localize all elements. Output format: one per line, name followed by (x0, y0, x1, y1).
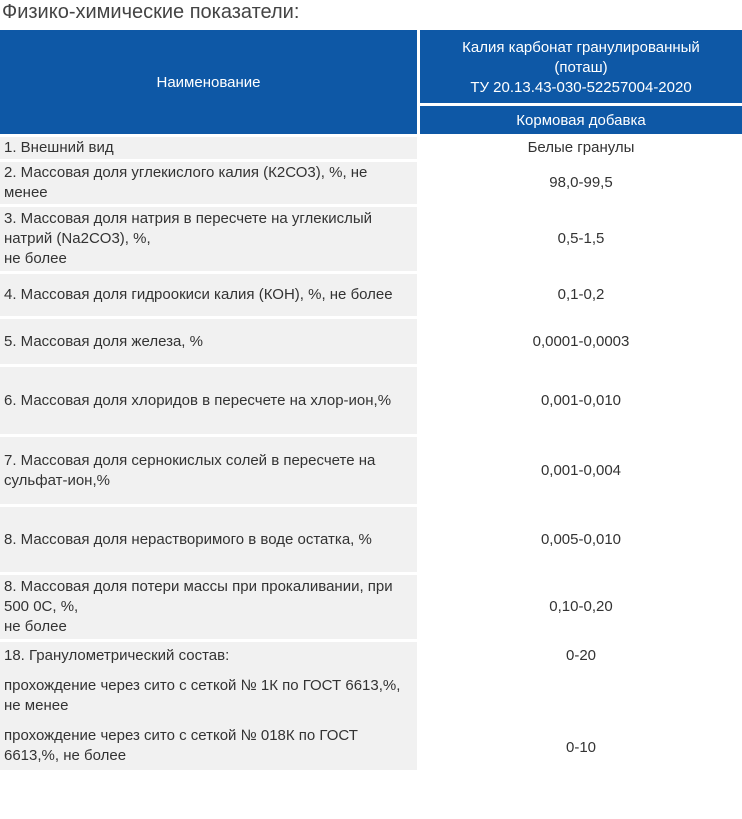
row-name: 7. Массовая доля сернокислых солей в пересчете на сульфат-ион,% (0, 437, 417, 504)
row-name-part: 18. Гранулометрический состав: (4, 647, 230, 664)
row-value-part: 0-20 (565, 647, 597, 664)
page-title: Физико-химические показатели: (2, 1, 300, 23)
table-row (0, 274, 742, 316)
product-name: Калия карбонат гранулированный (462, 38, 700, 56)
row-name: 8. Массовая доля нерастворимого в воде остатка, % (0, 507, 417, 572)
column-header-name: Наименование (0, 30, 417, 134)
row-name: 2. Массовая доля углекислого калия (К2СО3), %, не менее (0, 162, 417, 204)
row-name-line: 8. Массовая доля потери массы при прокаливании, при 500 0С, %, (4, 578, 393, 615)
row-value-part: 0-10 (565, 739, 597, 756)
column-subheader-feed-additive: Кормовая добавка (420, 106, 742, 134)
table-row (0, 367, 742, 434)
row-name: 1. Внешний вид (0, 137, 417, 159)
table-row (0, 162, 742, 204)
row-value: 0,10-0,20 (420, 575, 742, 639)
row-name-line: 3. Массовая доля натрия в пересчете на углекислый натрий (Na2CO3), %, (4, 210, 372, 247)
table-row (0, 507, 742, 572)
row-name-line: не более (4, 618, 67, 635)
column-header-product (420, 30, 742, 103)
row-name (0, 207, 417, 271)
row-name (0, 642, 417, 770)
row-value (420, 642, 742, 770)
properties-table (0, 27, 742, 773)
table-row (0, 642, 742, 770)
row-name: 5. Массовая доля железа, % (0, 319, 417, 364)
row-value: Белые гранулы (420, 137, 742, 159)
row-name: 6. Массовая доля хлоридов в пересчете на хлор-ион,% (0, 367, 417, 434)
product-alt-name: (поташ) (554, 58, 608, 76)
product-spec: ТУ 20.13.43-030-52257004-2020 (470, 78, 692, 96)
row-value: 0,1-0,2 (420, 274, 742, 316)
table-row (0, 319, 742, 364)
table-row (0, 207, 742, 271)
row-name-part: прохождение через сито с сеткой № 1К по ГОСТ 6613,%, не менее (4, 677, 401, 714)
row-value: 0,001-0,010 (420, 367, 742, 434)
row-value: 0,5-1,5 (420, 207, 742, 271)
table-row (0, 575, 742, 639)
row-value: 0,0001-0,0003 (420, 319, 742, 364)
row-name-line: не более (4, 250, 67, 267)
table-row (0, 437, 742, 504)
row-value: 0,001-0,004 (420, 437, 742, 504)
table-row (0, 137, 742, 159)
row-name-part: прохождение через сито с сеткой № 018К по ГОСТ 6613,%, не более (4, 727, 358, 764)
row-name: 4. Массовая доля гидроокиси калия (КОН), %, не более (0, 274, 417, 316)
row-value: 98,0-99,5 (420, 162, 742, 204)
row-name (0, 575, 417, 639)
row-value: 0,005-0,010 (420, 507, 742, 572)
